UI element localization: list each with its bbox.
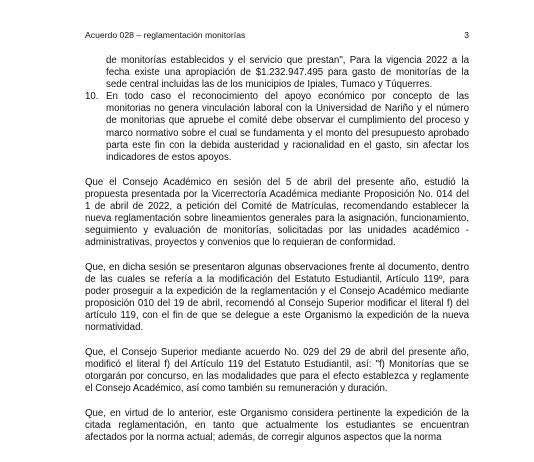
list-item-number [85, 55, 106, 91]
list-item-text: En todo caso el reconocimiento del apoyo económico por concepto de las monitorias no genera vinculación laboral con la Universidad de Nariño y el número de monitorias que apruebe el comité debe observar el cumplimiento del proceso y marco normativo sobre el cual se fundamenta y el monto del presupuesto aprobado parta este fin con la debida austeridad y racionalidad en el gasto, sin afectar los indicadores de estos apoyos. [106, 91, 469, 163]
list-item [85, 91, 469, 164]
list-item-text: de monitorías establecidos y el servicio que prestan", Para la vigencia 2022 a la fecha existe una apropiación de $1.232.947.495 para gasto de monitorías de la sede central incluidas las de los municipios de Ipiales, Tumaco y Túquerres. [106, 55, 469, 91]
paragraph: Que, en virtud de lo anterior, este Organismo considera pertinente la expedición de la citada reglamentación, en tanto que actualmente los estudiantes se encuentran afectados por la norma actual; además, de corregir algunos aspectos que la norma [85, 407, 469, 444]
spacer [85, 164, 469, 177]
document-body [85, 55, 469, 444]
header-title: Acuerdo 028 – reglamentación monitorías [85, 30, 246, 40]
paragraph: Que, en dicha sesión se presentaron algunas observaciones frente al documento, dentro de las cuales se refería a la modificación del Estatuto Estudiantil, Artículo 119º, para poder proseguir a la expedición de la reglamentación y el Consejo Académico mediante proposición 010 del 19 de abril, recomendó al Consejo Superior modificar el literal f) del artículo 119, con el fin de que se delegue a este Organismo la expedición de la nueva normatividad. [85, 261, 469, 334]
paragraph: Que el Consejo Académico en sesión del 5 de abril del presente año, estudió la propuesta presentada por la Vicerrectoría Académica mediante Proposición No. 014 del 1 de abril de 2022, a petición del Comité de Matrículas, recomendando establecer la nueva reglamentación sobre lineamientos generales para la asignación, funcionamiento, seguimiento y evaluación de monitorías, solicitadas por las unidades académico - administrativas, proyectos y convenios que lo requieran de conformidad. [85, 176, 469, 249]
page-number: 3 [464, 30, 469, 40]
list-item [85, 55, 469, 91]
paragraph: Que, el Consejo Superior mediante acuerdo No. 029 del 29 de abril del presente año, modificó el literal f) del Artículo 119 del Estatuto Estudiantil, así: "f) Monitorías que se otorgarán por concurso, en las modalidades que para el efecto establezca y reglamente el Consejo Académico, así como también su remuneración y duración. [85, 346, 469, 395]
list-item-number: 10. [85, 91, 99, 103]
